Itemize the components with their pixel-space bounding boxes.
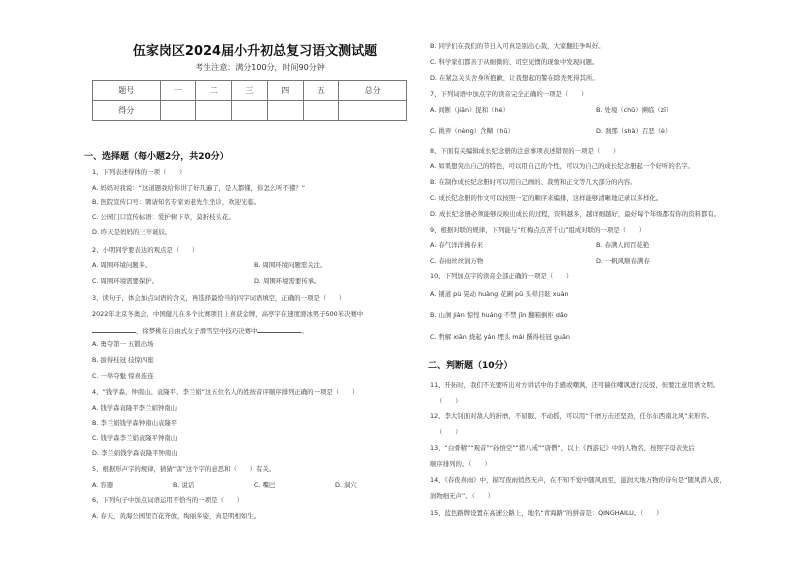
q3-passage-line-2 bbox=[92, 326, 308, 335]
score-cell: 得分 bbox=[93, 101, 161, 121]
q14-line-2[interactable]: 润物细无声”。（ ） bbox=[430, 492, 495, 500]
q4-option-d[interactable]: D. 李兰娟钱学森袁隆平钟南山 bbox=[92, 449, 178, 457]
q2-option-c[interactable]: C. 周围环境需要保护。 bbox=[92, 277, 159, 285]
q7-option-b[interactable]: B. 处境（chǔ）濒临（zī） bbox=[596, 106, 673, 114]
q3-blank-2[interactable] bbox=[257, 326, 301, 333]
q11-line-1: 11、开拓时，我们不光要听出对方讲话中的手感或嘲讽，还可揣住嘲讽进行反驳，但要注意用语文明。 bbox=[430, 381, 720, 389]
score-table-score-row bbox=[93, 101, 407, 121]
q15-line[interactable]: 15、蓝色路牌设置在高速公路上，地名“青海路”的拼音是：QINGHAILU。（ ） bbox=[430, 509, 663, 517]
q3-option-a[interactable]: A. 勇夺第一 五锻出场 bbox=[92, 340, 154, 348]
score-cell: 题号 bbox=[93, 81, 161, 101]
score-cell: 五 bbox=[303, 81, 339, 101]
q12-line-1: 12、李大钊面对敌人的折磨，不屈服、不动摇，可以用“千磨万击还坚劲，任尔东西南北风”来形容。 bbox=[430, 412, 714, 420]
q1-option-c[interactable]: C. 公园门口宣传标语：爱护树下草，莫折枝头花。 bbox=[92, 213, 235, 221]
score-input-cell[interactable] bbox=[303, 101, 339, 121]
q3-passage-end: 。 bbox=[301, 327, 308, 335]
score-table-header-row bbox=[93, 81, 407, 101]
q10-stem: 10、下列加点字的读音全部正确的一项是（ ） bbox=[430, 272, 573, 280]
q3-blank-1[interactable] bbox=[92, 326, 136, 333]
exam-notice: 考生注意：满分100分，时间90分钟 bbox=[195, 63, 325, 72]
q1-option-d[interactable]: D. 昨天是妈妈的三岁诞辰。 bbox=[92, 228, 172, 236]
score-cell: 一 bbox=[160, 81, 196, 101]
score-input-cell[interactable] bbox=[267, 101, 303, 121]
q11-answer-box[interactable]: （ ） bbox=[436, 397, 462, 405]
exam-title: 伍家岗区2024届小升初总复习语文测试题 bbox=[132, 44, 378, 59]
q7-option-d[interactable]: D. 刹那（shà）召恶（è） bbox=[596, 127, 672, 135]
q5-stem: 5、根据形声字的规律，猜猜“害”这个字的意思和（ ）有关。 bbox=[92, 465, 276, 473]
q5-option-b[interactable]: B. 说话 bbox=[173, 481, 195, 489]
q8-option-a[interactable]: A. 如果想突出自己的特色，可以用自己的个性，可以为自己的成长纪念册起一个好听的名字。 bbox=[430, 162, 694, 170]
q3-option-b[interactable]: B. 拔得桂冠 技惊四座 bbox=[92, 356, 154, 364]
score-input-cell[interactable] bbox=[232, 101, 268, 121]
q9-option-a[interactable]: A. 春气洋洋拂春来 bbox=[430, 241, 484, 249]
q3-passage-line-1: 2022年北京冬奥会，中国健儿在多个比赛项目上喜获金牌，高亭宇在速度滑冰男子500米决赛中 bbox=[92, 310, 364, 318]
q7-option-a[interactable]: A. 间断（jiān）捉和（hé） bbox=[430, 106, 509, 114]
q13-line-1: 13、“白骨精”“观音”“孙悟空”“猪八戒”“唐僧”，以上《西游记》中的人物名，按照字母表先后 bbox=[430, 444, 695, 452]
q9-option-d[interactable]: D. 一帆风顺春满春 bbox=[596, 257, 650, 265]
q1-stem: 1、下列表述得体的一项（ ） bbox=[92, 168, 186, 176]
q9-option-b[interactable]: B. 春满人间百花艳 bbox=[596, 241, 650, 249]
q2-stem: 2、小明同学要表达的观点是（ ） bbox=[92, 246, 199, 254]
q6-option-b[interactable]: B. 同学们在我们的节日入可真是别出心裁，大家翻挂争叫好。 bbox=[430, 42, 605, 50]
q2-option-b[interactable]: B. 周围环境问题需关注。 bbox=[254, 261, 327, 269]
score-input-cell[interactable] bbox=[196, 101, 232, 121]
q4-option-c[interactable]: C. 钱学森李兰娟袁隆平钟南山 bbox=[92, 434, 178, 442]
q10-option-c[interactable]: C. 哲解 xiān 烧起 yán 埋头 mái 撰得桂冠 guān bbox=[430, 333, 570, 341]
q12-answer-box[interactable]: （ ） bbox=[436, 428, 462, 436]
q14-line-1: 14、《春夜喜雨》中，描写夜雨悄然无声，在不知不觉中随风而至，滋润大地万物的诗句是“随风潜入夜， bbox=[430, 476, 726, 484]
q6-option-a[interactable]: A. 春天，黄海公园里百花齐放，绚丽多姿，真是明相如生。 bbox=[92, 512, 261, 520]
q7-option-c[interactable]: C. 挑弄（nèng）含糊（hū） bbox=[430, 127, 514, 135]
score-cell: 二 bbox=[196, 81, 232, 101]
q9-stem: 9、根据对联的规律，下列能与“红梅点点苦千山”组成对联的一项是（ ） bbox=[430, 226, 646, 234]
section-2-heading: 二、判断题（10分） bbox=[428, 361, 513, 371]
q8-option-c[interactable]: C. 成长纪念册的作文可以按照一定的顺序来编排，这样能够清晰地记录以多样化。 bbox=[430, 194, 663, 202]
q6-option-c[interactable]: C. 科学家们都善于从细微的、司空见惯的现象中发现问题。 bbox=[430, 58, 599, 66]
q8-option-b[interactable]: B. 在制作成长纪念册时可以用自己画的、裁剪和正文等几大部分的内容。 bbox=[430, 178, 637, 186]
q7-stem: 7、下列词语中加点字的读音完全正确的一项是（ ） bbox=[430, 90, 588, 98]
score-cell: 总分 bbox=[339, 81, 407, 101]
q10-option-a[interactable]: A. 铺道 pù 晃动 huàng 花圃 pǔ 头晕目眩 xuàn bbox=[430, 290, 569, 298]
score-cell: 四 bbox=[267, 81, 303, 101]
q8-option-d[interactable]: D. 成长纪念册必须能够反映出成长的过程，资料越多，越详细越好，最好每个年级都有你的资料都有。 bbox=[430, 210, 721, 218]
q3-passage-text: ，徐梦桃在自由式女子滑雪空中技巧决赛中 bbox=[136, 327, 258, 335]
q3-option-c[interactable]: C. 一举夺魁 惊喜连连 bbox=[92, 372, 154, 380]
q1-option-b[interactable]: B. 医院宣传口号：聘请知名专家刘老先生坐诊，欢迎光临。 bbox=[92, 198, 261, 206]
q4-stem: 4、“钱学森、钟南山、袁隆平、李兰娟”这五位名人的姓按音序顺序排列正确的一项是（ ） bbox=[92, 388, 359, 396]
q13-line-2[interactable]: 顺序排列的。（ ） bbox=[430, 460, 491, 468]
q6-stem: 6、下列句子中加点词语运用不恰当的一项是（ ） bbox=[92, 496, 244, 504]
section-1-heading: 一、选择题（每小题2分，共20分） bbox=[84, 152, 229, 162]
q2-option-d[interactable]: D. 周围环境需要传承。 bbox=[254, 277, 321, 285]
q5-option-a[interactable]: A. 容器 bbox=[92, 481, 114, 489]
score-table bbox=[92, 80, 407, 121]
q6-option-d[interactable]: D. 在紧急关头舍身所抱歉，让我想起的警在除秃死得其所。 bbox=[430, 74, 599, 82]
q10-option-b[interactable]: B. 山涧 jiàn 惊惶 huáng 不禁 jīn 翻箱倒柜 dǎo bbox=[430, 311, 568, 319]
q5-option-c[interactable]: C. 嘴巴 bbox=[254, 481, 276, 489]
score-cell: 三 bbox=[232, 81, 268, 101]
q8-stem: 8、下面有关编辑成长纪念册的注意事项表述错误的一项是（ ） bbox=[430, 147, 620, 155]
q4-option-b[interactable]: B. 李兰娟钱学森钟南山袁隆平 bbox=[92, 419, 178, 427]
score-input-cell[interactable] bbox=[160, 101, 196, 121]
q3-stem: 3、读句子，体会加点词语的含义，再选择最恰当的四字词语填空，正确的一项是（ ） bbox=[92, 294, 346, 302]
score-input-cell[interactable] bbox=[339, 101, 407, 121]
q4-option-a[interactable]: A. 钱学森袁隆平李兰娟钟南山 bbox=[92, 404, 178, 412]
q5-option-d[interactable]: D. 洞穴 bbox=[335, 481, 357, 489]
q1-option-a[interactable]: A. 妈妈对我说：“这道题我给你讲了好几遍了，是人都懂，你怎么听不懂？” bbox=[92, 184, 306, 192]
q2-option-a[interactable]: A. 周围环境问题多。 bbox=[92, 261, 152, 269]
q9-option-c[interactable]: C. 春雨丝丝润万物 bbox=[430, 257, 484, 265]
